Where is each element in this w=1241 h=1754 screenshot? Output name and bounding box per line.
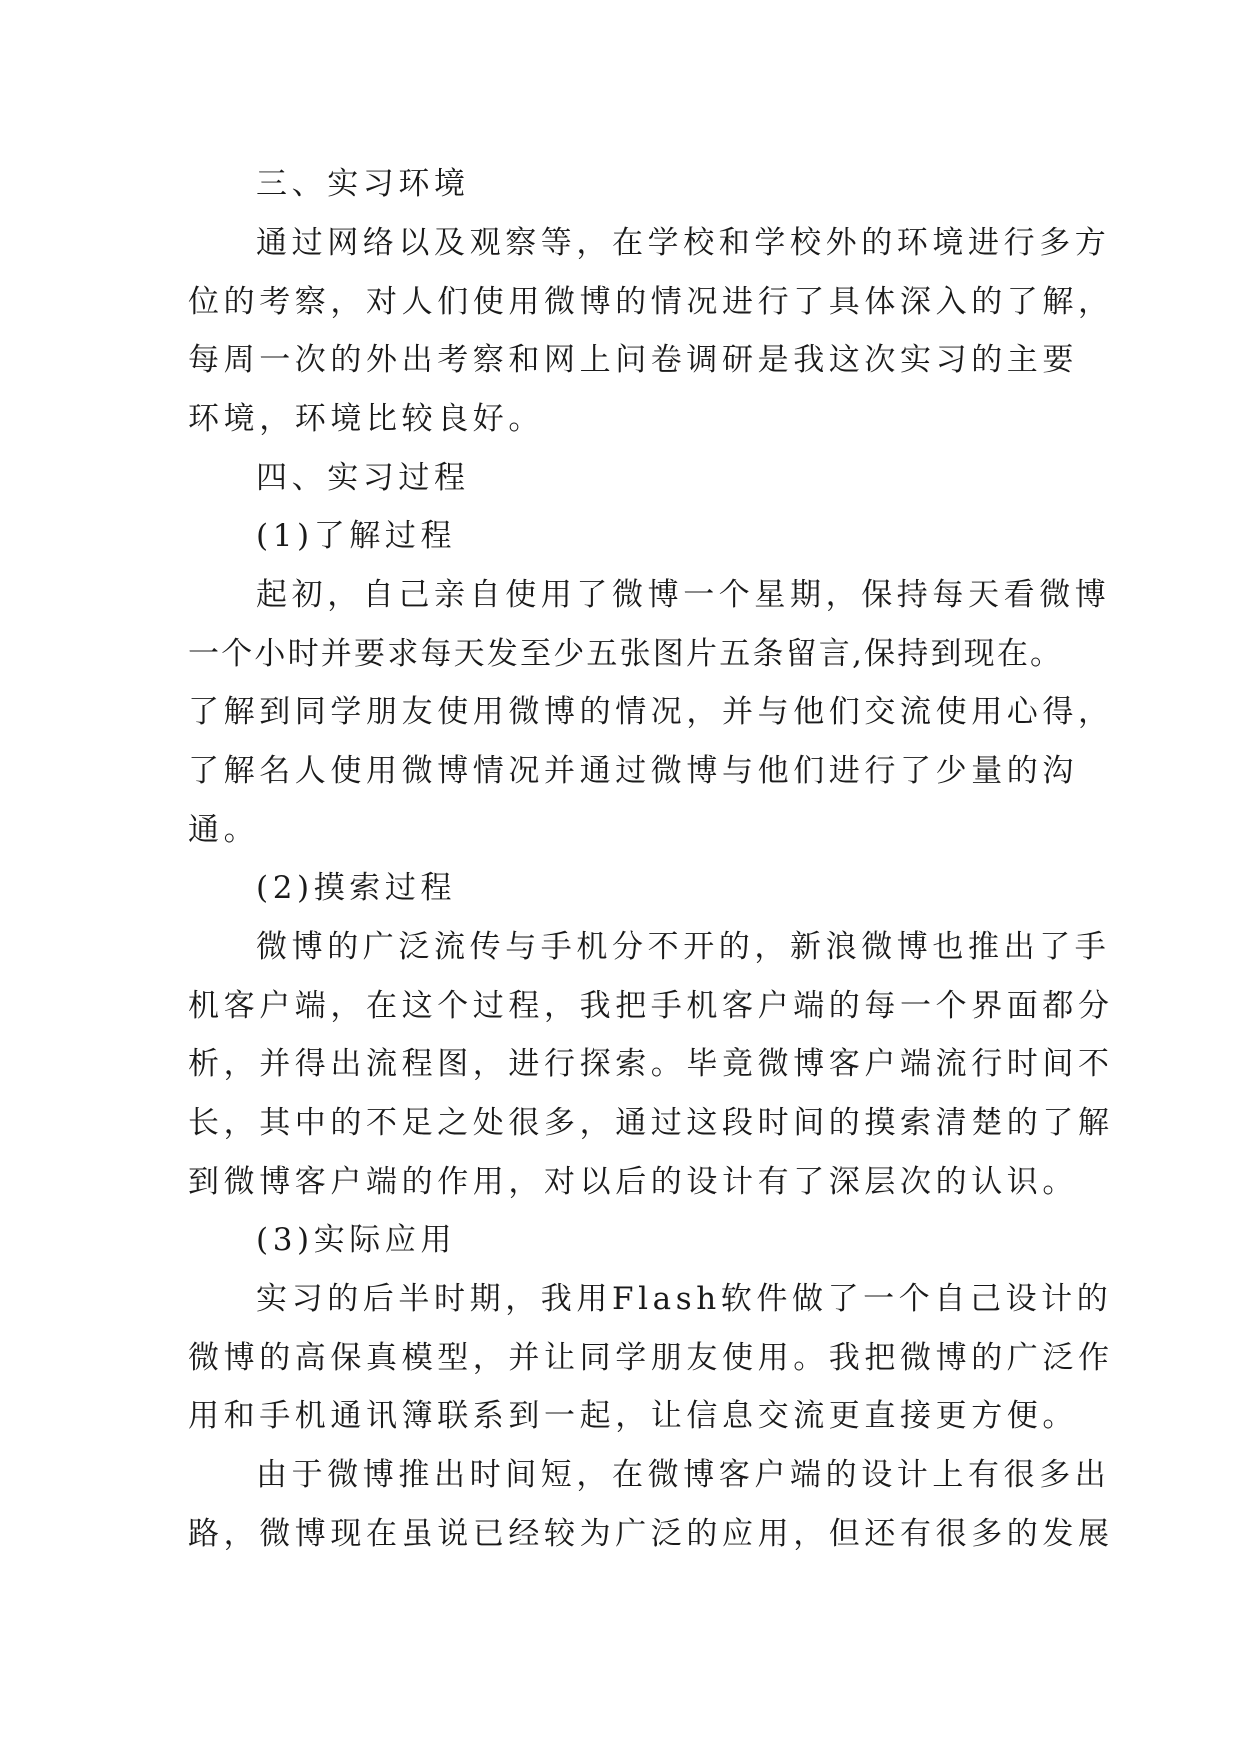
section-heading: 四、实习过程 <box>256 460 470 496</box>
paragraph-line: 通。 <box>188 812 260 848</box>
paragraph-line: 长，其中的不足之处很多，通过这段时间的摸索清楚的了解 <box>188 1105 1114 1141</box>
paragraph-line: 每周一次的外出考察和网上问卷调研是我这次实习的主要 <box>188 342 1078 378</box>
paragraph-line: 了解名人使用微博情况并通过微博与他们进行了少量的沟 <box>188 753 1078 789</box>
paragraph-line: 到微博客户端的作用，对以后的设计有了深层次的认识。 <box>188 1164 1078 1200</box>
paragraph-line: 用和手机通讯簿联系到一起，让信息交流更直接更方便。 <box>188 1398 1078 1434</box>
paragraph-line: 位的考察，对人们使用微博的情况进行了具体深入的了解， <box>188 284 1114 320</box>
paragraph-line: 微博的高保真模型，并让同学朋友使用。我把微博的广泛作 <box>188 1340 1114 1376</box>
subsection-heading: (1)了解过程 <box>256 518 457 554</box>
paragraph-line: 起初，自己亲自使用了微博一个星期，保持每天看微博 <box>256 577 1111 613</box>
paragraph-line: 路，微博现在虽说已经较为广泛的应用，但还有很多的发展 <box>188 1516 1114 1552</box>
paragraph-line: 析，并得出流程图，进行探索。毕竟微博客户端流行时间不 <box>188 1046 1114 1082</box>
paragraph-line: 微博的广泛流传与手机分不开的，新浪微博也推出了手 <box>256 929 1111 965</box>
paragraph-line: 由于微博推出时间短，在微博客户端的设计上有很多出 <box>256 1457 1111 1493</box>
paragraph-line: 环境，环境比较良好。 <box>188 401 544 437</box>
subsection-heading: (2)摸索过程 <box>256 870 457 906</box>
paragraph-line: 实习的后半时期，我用Flash软件做了一个自己设计的 <box>256 1281 1113 1317</box>
section-heading: 三、实习环境 <box>256 166 470 202</box>
paragraph-line: 通过网络以及观察等，在学校和学校外的环境进行多方 <box>256 225 1111 261</box>
paragraph-line: 机客户端，在这个过程，我把手机客户端的每一个界面都分 <box>188 988 1114 1024</box>
subsection-heading: (3)实际应用 <box>256 1222 457 1258</box>
paragraph-line: 一个小时并要求每天发至少五张图片五条留言,保持到现在。 <box>188 636 1064 672</box>
paragraph-line: 了解到同学朋友使用微博的情况，并与他们交流使用心得， <box>188 694 1114 730</box>
